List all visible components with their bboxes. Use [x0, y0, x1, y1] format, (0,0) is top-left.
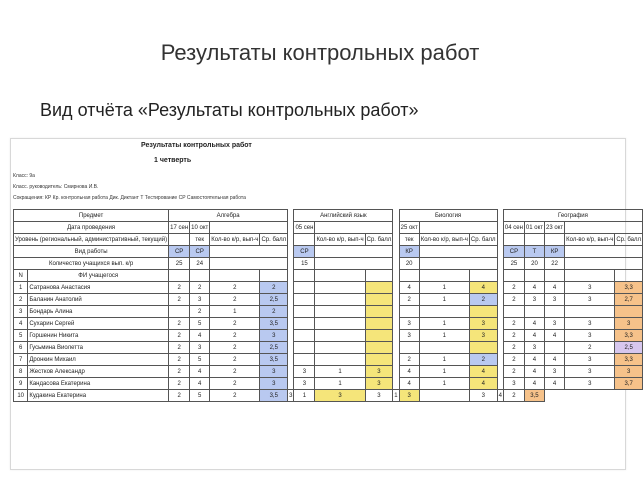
score-cell: 3 [294, 378, 315, 390]
subject-biology: Биология [399, 210, 497, 222]
score-cell: 2 [503, 390, 524, 402]
score-cell: 1 [419, 318, 469, 330]
date-cell: 10 окт [190, 222, 210, 234]
student-number: 8 [14, 366, 28, 378]
work-type-cell: Т [524, 246, 544, 258]
date-cell: 17 сен [169, 222, 190, 234]
student-number: 10 [14, 390, 28, 402]
date-cell: 04 сен [503, 222, 524, 234]
score-cell [399, 342, 419, 354]
header-subject: Предмет [14, 210, 169, 222]
score-cell: 2 [565, 342, 615, 354]
score-cell: 2 [399, 294, 419, 306]
score-cell: 2 [503, 318, 524, 330]
student-number: 2 [14, 294, 28, 306]
score-cell: 3 [565, 354, 615, 366]
score-cell: 2 [399, 354, 419, 366]
date-cell: 25 окт [399, 222, 419, 234]
score-cell: 1 [393, 390, 399, 402]
table-row [14, 294, 643, 306]
score-cell: 2 [210, 282, 260, 294]
score-cell: 3,3 [615, 354, 643, 366]
score-cell [524, 306, 544, 318]
student-number: 9 [14, 378, 28, 390]
score-cell: 2 [169, 378, 190, 390]
score-cell: 3 [399, 390, 419, 402]
score-cell: 4 [497, 390, 503, 402]
student-name: Сатранова Анастасия [28, 282, 169, 294]
score-cell: 1 [315, 366, 365, 378]
score-cell: 2,5 [260, 294, 288, 306]
date-cell: 01 окт [524, 222, 544, 234]
score-cell: 2 [169, 330, 190, 342]
work-type-cell: СР [190, 246, 210, 258]
score-cell: 4 [524, 354, 544, 366]
header-date: Дата проведения [14, 222, 169, 234]
score-cell: 3 [545, 294, 565, 306]
report-legend: Сокращения: КР Кр. контрольная работа Дик. Диктант Т Тестирование СР Самостоятельная работа [13, 195, 246, 201]
score-cell: 1 [419, 294, 469, 306]
report-class: Класс: 9а [13, 173, 35, 179]
score-cell [365, 282, 393, 294]
score-cell: 4 [545, 354, 565, 366]
header-student-row [14, 270, 643, 282]
score-cell: 2 [210, 378, 260, 390]
score-cell [294, 318, 315, 330]
header-count: Количество учащихся вып. к/р [14, 258, 169, 270]
score-cell [365, 330, 393, 342]
table-cell [315, 258, 393, 270]
count-cell: 15 [294, 258, 315, 270]
score-cell: 2 [503, 354, 524, 366]
score-cell: 2 [169, 342, 190, 354]
table-cell [294, 234, 315, 246]
score-cell: 3,5 [260, 390, 288, 402]
score-cell: 3 [288, 390, 294, 402]
report-quarter: 1 четверть [154, 157, 192, 164]
table-cell [260, 270, 288, 282]
student-number: 1 [14, 282, 28, 294]
score-cell: 3 [399, 330, 419, 342]
header-avg: Ср. балл [260, 234, 288, 246]
table-cell [565, 222, 643, 234]
score-cell: 4 [524, 378, 544, 390]
student-name: Дронкин Михаил [28, 354, 169, 366]
score-cell: 3 [190, 294, 210, 306]
subject-english: Английский язык [294, 210, 393, 222]
score-cell: 3 [260, 378, 288, 390]
score-cell: 3 [190, 342, 210, 354]
score-cell: 2 [210, 390, 260, 402]
score-cell: 1 [419, 330, 469, 342]
score-cell: 2 [260, 306, 288, 318]
score-cell [419, 306, 469, 318]
table-cell [365, 270, 393, 282]
score-cell: 4 [545, 378, 565, 390]
score-cell [365, 318, 393, 330]
score-cell: 3,5 [260, 318, 288, 330]
work-type-cell: СР [294, 246, 315, 258]
report-title: Результаты контрольных работ [141, 142, 252, 149]
score-cell: 3 [565, 318, 615, 330]
score-cell: 3 [399, 318, 419, 330]
score-cell: 4 [469, 378, 497, 390]
table-cell [419, 222, 497, 234]
score-cell: 3,5 [524, 390, 544, 402]
table-cell [294, 270, 315, 282]
date-cell: 05 сен [294, 222, 315, 234]
header-num: N [14, 270, 28, 282]
score-cell: 2 [503, 342, 524, 354]
score-cell [294, 342, 315, 354]
score-cell: 2 [260, 282, 288, 294]
score-cell [294, 306, 315, 318]
table-cell [469, 270, 497, 282]
score-cell [365, 294, 393, 306]
score-cell: 3 [565, 378, 615, 390]
table-cell [545, 270, 565, 282]
score-cell: 1 [315, 378, 365, 390]
student-number: 7 [14, 354, 28, 366]
subject-geography: География [503, 210, 642, 222]
score-cell: 5 [190, 390, 210, 402]
score-cell: 3 [565, 330, 615, 342]
score-cell: 1 [419, 354, 469, 366]
score-cell: 3 [469, 318, 497, 330]
score-cell [469, 306, 497, 318]
score-cell [469, 342, 497, 354]
score-cell: 1 [210, 306, 260, 318]
header-tek: тек [190, 234, 210, 246]
table-cell [190, 270, 210, 282]
slide-subtitle: Вид отчёта «Результаты контрольных работ» [40, 100, 419, 120]
table-row [14, 282, 643, 294]
score-cell: 2,7 [615, 294, 643, 306]
header-tek: тек [399, 234, 419, 246]
table-row [14, 330, 643, 342]
score-cell: 4 [399, 378, 419, 390]
student-number: 4 [14, 318, 28, 330]
score-cell: 4 [545, 330, 565, 342]
results-table [13, 209, 643, 402]
student-name: Гусьмина Виолетта [28, 342, 169, 354]
date-cell: 23 окт [545, 222, 565, 234]
score-cell: 2 [169, 354, 190, 366]
student-name: Баланин Анатолий [28, 294, 169, 306]
header-avg: Ср. балл [615, 234, 643, 246]
table-cell [315, 246, 393, 258]
score-cell [365, 354, 393, 366]
student-name: Кандасова Екатерина [28, 378, 169, 390]
work-type-cell: КР [545, 246, 565, 258]
score-cell [315, 294, 365, 306]
table-cell [315, 270, 365, 282]
score-cell: 2 [169, 282, 190, 294]
header-kolvo: Кол-во к/р, вып-ч [419, 234, 469, 246]
score-cell: 4 [190, 330, 210, 342]
table-row [14, 318, 643, 330]
score-cell: 3,3 [615, 282, 643, 294]
score-cell: 3 [365, 390, 393, 402]
score-cell: 3 [545, 366, 565, 378]
score-cell: 2 [210, 366, 260, 378]
score-cell [294, 330, 315, 342]
table-cell [210, 270, 260, 282]
results-table-body [14, 210, 643, 402]
header-count-row [14, 258, 643, 270]
score-cell: 3,5 [260, 354, 288, 366]
score-cell: 2 [210, 342, 260, 354]
score-cell [545, 306, 565, 318]
score-cell [365, 306, 393, 318]
score-cell: 3 [524, 342, 544, 354]
header-subject-row [14, 210, 643, 222]
score-cell [565, 306, 615, 318]
work-type-cell: КР [399, 246, 419, 258]
score-cell: 2 [190, 282, 210, 294]
score-cell: 3 [565, 282, 615, 294]
score-cell [315, 306, 365, 318]
score-cell: 3 [503, 378, 524, 390]
score-cell: 2 [169, 366, 190, 378]
score-cell: 3 [365, 366, 393, 378]
score-cell: 3 [565, 366, 615, 378]
student-name: Сухарин Сергей [28, 318, 169, 330]
table-cell [210, 246, 288, 258]
score-cell [399, 306, 419, 318]
score-cell [419, 342, 469, 354]
table-cell [503, 270, 524, 282]
score-cell: 4 [399, 282, 419, 294]
score-cell [545, 342, 565, 354]
score-cell: 3 [615, 366, 643, 378]
score-cell [294, 294, 315, 306]
table-cell [419, 258, 497, 270]
table-cell [565, 258, 643, 270]
score-cell: 1 [294, 390, 315, 402]
header-level: Уровень (региональный, административный, текущий) [14, 234, 169, 246]
table-cell [419, 270, 469, 282]
score-cell [503, 306, 524, 318]
count-cell: 20 [524, 258, 544, 270]
score-cell: 4 [399, 366, 419, 378]
score-cell: 2 [469, 354, 497, 366]
student-number: 5 [14, 330, 28, 342]
count-cell: 20 [399, 258, 419, 270]
student-number: 6 [14, 342, 28, 354]
work-type-cell: СР [169, 246, 190, 258]
table-cell [315, 222, 393, 234]
score-cell: 2,5 [615, 342, 643, 354]
score-cell [315, 342, 365, 354]
student-name: Кудакина Екатерина [28, 390, 169, 402]
student-name: Бондарь Алина [28, 306, 169, 318]
table-row [14, 366, 643, 378]
score-cell: 3 [615, 318, 643, 330]
score-cell [365, 342, 393, 354]
count-cell: 24 [190, 258, 210, 270]
table-cell [419, 246, 497, 258]
score-cell: 2 [503, 294, 524, 306]
table-cell [503, 234, 524, 246]
table-cell [565, 246, 643, 258]
score-cell [315, 330, 365, 342]
header-student: ФИ учащегося [28, 270, 169, 282]
header-kolvo: Кол-во к/р, вып-ч [210, 234, 260, 246]
count-cell: 25 [503, 258, 524, 270]
score-cell: 2 [169, 318, 190, 330]
score-cell: 3,3 [615, 330, 643, 342]
table-cell [545, 234, 565, 246]
student-number: 3 [14, 306, 28, 318]
table-row [14, 306, 643, 318]
score-cell: 2 [169, 390, 190, 402]
score-cell: 4 [190, 378, 210, 390]
score-cell: 3 [469, 390, 497, 402]
score-cell: 4 [524, 282, 544, 294]
score-cell: 3 [260, 366, 288, 378]
score-cell: 4 [524, 330, 544, 342]
score-cell: 3 [469, 330, 497, 342]
score-cell [315, 318, 365, 330]
score-cell: 4 [190, 366, 210, 378]
table-row [14, 390, 643, 402]
header-level-row [14, 234, 643, 246]
score-cell: 2 [210, 294, 260, 306]
table-cell [399, 270, 419, 282]
count-cell: 22 [545, 258, 565, 270]
report-image [10, 138, 641, 470]
score-cell: 4 [524, 318, 544, 330]
score-cell: 2 [503, 282, 524, 294]
score-cell: 3 [260, 330, 288, 342]
table-cell [565, 270, 615, 282]
score-cell: 2 [210, 318, 260, 330]
score-cell: 3 [524, 294, 544, 306]
table-cell [615, 270, 643, 282]
table-cell [524, 234, 544, 246]
score-cell: 5 [190, 318, 210, 330]
table-cell [169, 234, 190, 246]
student-name: Горшенин Никита [28, 330, 169, 342]
score-cell: 5 [190, 354, 210, 366]
score-cell: 1 [419, 366, 469, 378]
header-kolvo: Кол-во к/р, вып-ч [565, 234, 615, 246]
score-cell [315, 282, 365, 294]
score-cell: 2 [503, 366, 524, 378]
score-cell: 3 [545, 318, 565, 330]
score-cell [315, 354, 365, 366]
score-cell: 2 [503, 330, 524, 342]
score-cell: 4 [469, 366, 497, 378]
score-cell [294, 354, 315, 366]
table-row [14, 354, 643, 366]
score-cell: 2,5 [260, 342, 288, 354]
student-name: Жестков Александр [28, 366, 169, 378]
score-cell: 2 [169, 294, 190, 306]
header-date-row [14, 222, 643, 234]
score-cell: 3 [315, 390, 365, 402]
score-cell [169, 306, 190, 318]
table-cell [210, 258, 288, 270]
score-cell [294, 282, 315, 294]
header-type-row [14, 246, 643, 258]
score-cell: 4 [524, 366, 544, 378]
header-avg: Ср. балл [469, 234, 497, 246]
report-teacher: Класс. руководитель: Смирнова И.В. [13, 184, 99, 190]
header-kolvo: Кол-во к/р, вып-ч [315, 234, 365, 246]
score-cell: 3,7 [615, 378, 643, 390]
score-cell: 3 [365, 378, 393, 390]
count-cell: 25 [169, 258, 190, 270]
score-cell: 2 [469, 294, 497, 306]
score-cell [419, 390, 469, 402]
table-cell [169, 270, 190, 282]
score-cell [615, 306, 643, 318]
score-cell: 3 [294, 366, 315, 378]
score-cell: 2 [190, 306, 210, 318]
header-avg: Ср. балл [365, 234, 393, 246]
score-cell: 3 [565, 294, 615, 306]
work-type-cell: СР [503, 246, 524, 258]
score-cell: 1 [419, 378, 469, 390]
table-cell [210, 222, 288, 234]
score-cell: 2 [210, 330, 260, 342]
score-cell: 4 [469, 282, 497, 294]
table-row [14, 342, 643, 354]
table-row [14, 378, 643, 390]
header-work-type: Вид работы [14, 246, 169, 258]
slide-title: Результаты контрольных работ [160, 40, 480, 65]
table-cell [524, 270, 544, 282]
score-cell: 2 [210, 354, 260, 366]
score-cell: 1 [419, 282, 469, 294]
score-cell: 4 [545, 282, 565, 294]
subject-algebra: Алгебра [169, 210, 288, 222]
